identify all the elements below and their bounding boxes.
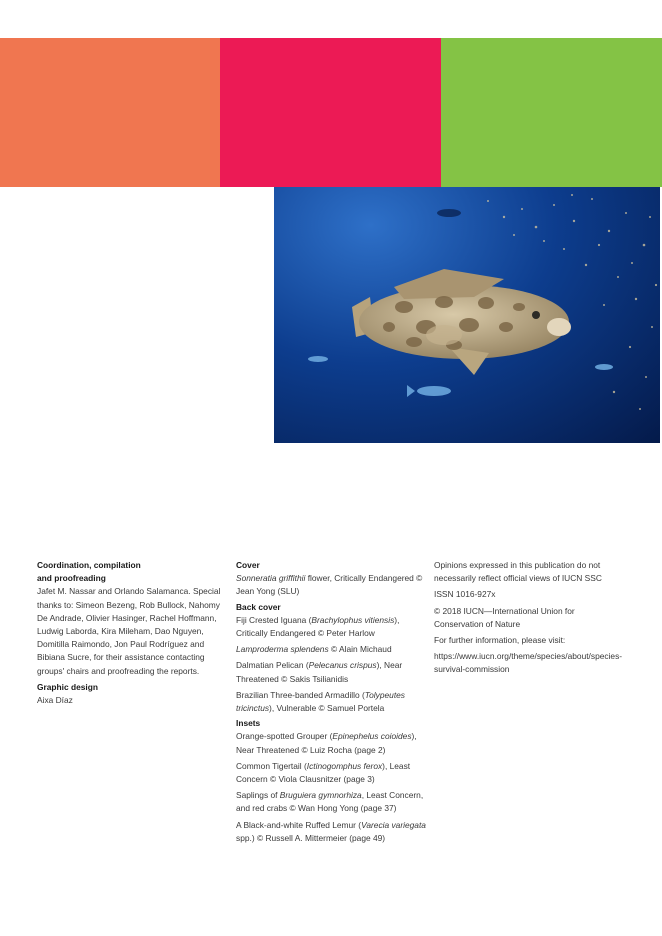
inset-3-b: , Least Concern, and red crabs © Wan Hong Yong (page 37) xyxy=(236,790,424,814)
inset-4-a: A Black-and-white Ruffed Lemur ( xyxy=(236,819,362,830)
inset-2-b: ), Least Concern © Viola Clausnitzer (page 3) xyxy=(236,760,411,785)
disclaimer-text: Opinions expressed in this publication do not necessarily reflect official views of IUCN SSC xyxy=(434,560,602,584)
credits-column-1 xyxy=(37,559,227,707)
further-info-text: For further information, please visit: xyxy=(434,635,566,646)
cover-text: flower, Critically Endangered © Jean Yong (SLU) xyxy=(236,573,423,597)
credits-column-3 xyxy=(434,559,626,677)
inset-1-a: Orange-spotted Grouper ( xyxy=(236,731,333,742)
color-band-pink xyxy=(220,38,441,187)
coordination-text: Jafet M. Nassar and Orlando Salamanca. Special thanks to: Simeon Bezeng, Rob Bullock, Nahomy De Andrade, Olivier Hasinger, Rachel Hoffmann, Ludwig Laborda, Kira Mileham, Dao Nguyen, Domitilla Raimondo, Jon Paul Rodríguez and Bibiana Sucre, for their assistance contacting groups' chairs and proofreading the reports. xyxy=(37,586,221,676)
inset-credit-2 xyxy=(236,760,428,786)
graphic-design-text: Aixa Díaz xyxy=(37,695,73,706)
inset-4-species: Varecia variegata xyxy=(361,819,426,830)
back-cover-heading: Back cover xyxy=(236,601,281,612)
copyright-text: © 2018 IUCN—International Union for Conservation of Nature xyxy=(434,605,575,629)
coordination-heading xyxy=(37,559,227,585)
issn-text: ISSN 1016-927x xyxy=(434,589,496,600)
back-3-b: ), Near Threatened © Sakis Tsilianidis xyxy=(236,660,403,684)
back-4-b: ), Vulnerable © Samuel Portela xyxy=(269,703,385,714)
back-1-species: Brachylophus vitiensis xyxy=(311,614,395,625)
iucn-url-link[interactable]: https://www.iucn.org/theme/species/about/species-survival-commission xyxy=(434,651,623,675)
inset-credit-3 xyxy=(236,789,428,815)
inset-1-species: Epinephelus coioides xyxy=(332,731,412,742)
inset-2-species: Ictinogomphus ferox xyxy=(306,760,383,771)
grouper-photo xyxy=(274,187,660,443)
inset-1-b: ), Near Threatened © Luiz Rocha (page 2) xyxy=(236,731,417,755)
back-4-species: Tolypeutes tricinctus xyxy=(236,689,405,714)
inset-3-species: Bruguiera gymnorhiza xyxy=(279,790,362,801)
inset-2-a: Common Tigertail ( xyxy=(236,760,307,771)
color-band-green xyxy=(441,38,662,187)
graphic-design-heading: Graphic design xyxy=(37,681,98,692)
back-cover-credit-4 xyxy=(236,689,428,715)
inset-4-b: spp.) © Russell A. Mittermeier (page 49) xyxy=(236,832,386,843)
back-cover-credit-2 xyxy=(236,643,428,656)
coordination-heading-line-2: and proofreading xyxy=(37,573,106,584)
back-3-species: Pelecanus crispus xyxy=(308,660,377,671)
back-cover-credit-1 xyxy=(236,614,428,640)
coordination-heading-line-1: Coordination, compilation xyxy=(37,560,141,570)
back-1-b: ), Critically Endangered © Peter Harlow xyxy=(236,614,400,639)
credits-column-2 xyxy=(236,559,428,845)
back-2-b: © Alain Michaud xyxy=(328,644,392,655)
back-2-species: Lamproderma splendens xyxy=(236,644,329,655)
back-3-a: Dalmatian Pelican ( xyxy=(236,660,309,671)
back-1-a: Fiji Crested Iguana ( xyxy=(236,614,312,625)
cover-heading: Cover xyxy=(236,560,260,570)
back-4-a: Brazilian Three-banded Armadillo ( xyxy=(236,689,365,700)
insets-heading: Insets xyxy=(236,718,261,729)
inset-credit-1 xyxy=(236,730,428,756)
inset-3-a: Saplings of xyxy=(236,790,280,801)
color-band-orange xyxy=(0,38,220,187)
cover-credit xyxy=(236,572,428,598)
cover-species: Sonneratia griffithii xyxy=(236,573,306,584)
back-cover-credit-3 xyxy=(236,659,428,685)
inset-credit-4 xyxy=(236,819,428,845)
